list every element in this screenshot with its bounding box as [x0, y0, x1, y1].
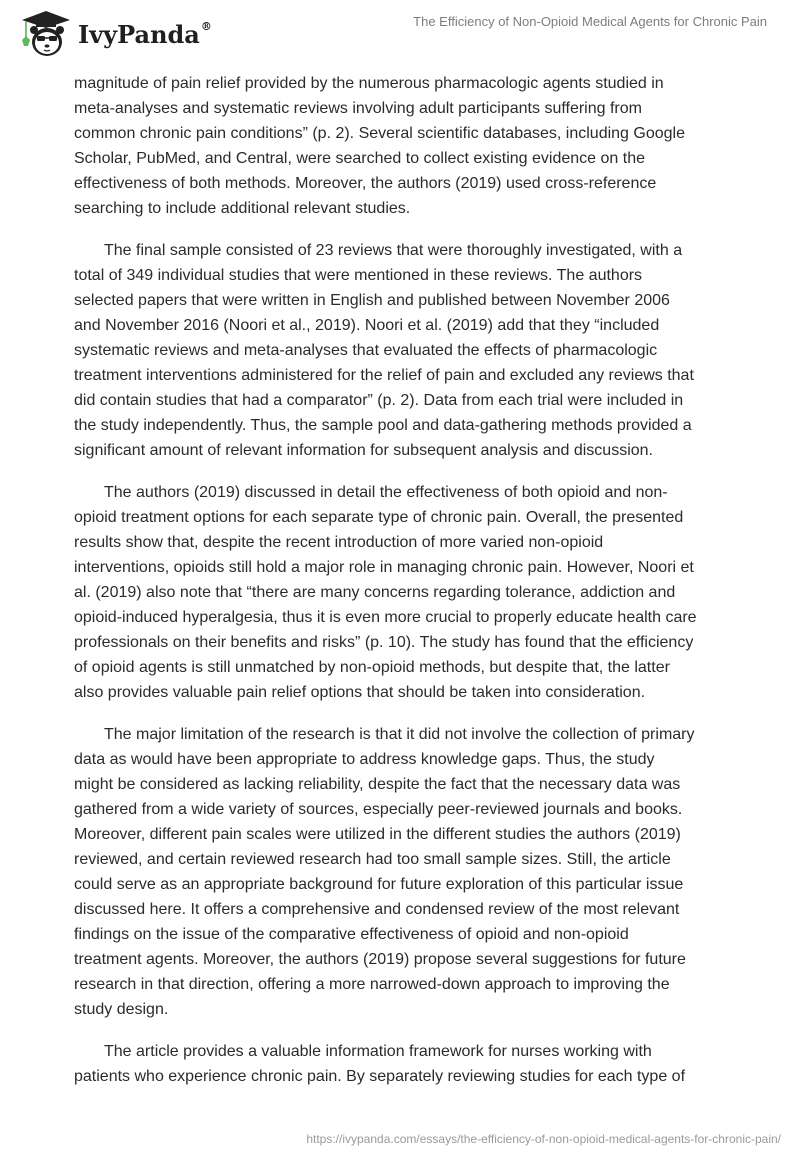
- logo-text: IvyPanda®: [78, 19, 212, 49]
- registered-mark: ®: [200, 19, 212, 33]
- text-line: discussed here. It offers a comprehensive and condensed review of the most relevant: [74, 901, 680, 918]
- essay-body: [74, 71, 734, 1106]
- text-line: significant amount of relevant information for subsequent analysis and discussion.: [74, 442, 653, 459]
- text-line: might be considered as lacking reliability, despite the fact that the necessary data was: [74, 776, 681, 793]
- text-line: total of 349 individual studies that were mentioned in these reviews. The authors: [74, 267, 643, 284]
- text-line: opioid treatment options for each separate type of chronic pain. Overall, the presented: [74, 509, 684, 526]
- paragraph: [74, 722, 734, 1022]
- text-line: treatment agents. Moreover, the authors (2019) propose several suggestions for future: [74, 951, 686, 968]
- text-line: research in that direction, offering a more narrowed-down approach to improving the: [74, 976, 670, 993]
- text-line: findings on the issue of the comparative effectiveness of opioid and non-opioid: [74, 926, 629, 943]
- text-line: Moreover, different pain scales were utilized in the different studies the authors (2019): [74, 826, 681, 843]
- text-line: al. (2019) also note that “there are many concerns regarding tolerance, addiction and: [74, 584, 676, 601]
- text-line: professionals on their benefits and risks” (p. 10). The study has found that the efficiency: [74, 634, 694, 651]
- text-line: of opioid agents is still unmatched by non-opioid methods, but despite that, the latter: [74, 659, 670, 676]
- text-line: magnitude of pain relief provided by the numerous pharmacologic agents studied in: [74, 75, 664, 92]
- text-line: reviewed, and certain reviewed research had too small sample sizes. Still, the article: [74, 851, 671, 868]
- ivypanda-logo[interactable]: [18, 8, 212, 58]
- text-line: selected papers that were written in English and published between November 2006: [74, 292, 670, 309]
- text-line: common chronic pain conditions” (p. 2). Several scientific databases, including Google: [74, 125, 685, 142]
- source-url-link[interactable]: https://ivypanda.com/essays/the-efficiency-of-non-opioid-medical-agents-for-chronic-pain/: [306, 1132, 781, 1146]
- text-line: Scholar, PubMed, and Central, were searched to collect existing evidence on the: [74, 150, 645, 167]
- text-line: data as would have been appropriate to address knowledge gaps. Thus, the study: [74, 751, 655, 768]
- text-line: and November 2016 (Noori et al., 2019). Noori et al. (2019) add that they “included: [74, 317, 660, 334]
- text-line: patients who experience chronic pain. By separately reviewing studies for each type of: [74, 1068, 686, 1085]
- document-title: The Efficiency of Non-Opioid Medical Agents for Chronic Pain: [413, 14, 767, 29]
- paragraph: [74, 1039, 734, 1089]
- page-header: [0, 0, 800, 64]
- paragraph: [74, 238, 734, 463]
- text-line: The major limitation of the research is that it did not involve the collection of primary: [104, 726, 695, 743]
- text-line: The article provides a valuable information framework for nurses working with: [104, 1043, 652, 1060]
- paragraph: [74, 71, 734, 221]
- panda-graduate-icon: [18, 8, 74, 58]
- text-line: study design.: [74, 1001, 169, 1018]
- text-line: meta-analyses and systematic reviews involving adult participants suffering from: [74, 100, 642, 117]
- text-line: searching to include additional relevant studies.: [74, 200, 411, 217]
- text-line: did contain studies that had a comparator” (p. 2). Data from each trial were included in: [74, 392, 684, 409]
- text-line: systematic reviews and meta-analyses that evaluated the effects of pharmacologic: [74, 342, 658, 359]
- text-line: the study independently. Thus, the sample pool and data-gathering methods provided a: [74, 417, 692, 434]
- text-line: The final sample consisted of 23 reviews that were thoroughly investigated, with a: [104, 242, 683, 259]
- paragraph: [74, 480, 734, 705]
- text-line: The authors (2019) discussed in detail the effectiveness of both opioid and non-: [104, 484, 668, 501]
- text-line: gathered from a wide variety of sources, especially peer-reviewed journals and books.: [74, 801, 683, 818]
- text-line: effectiveness of both methods. Moreover, the authors (2019) used cross-reference: [74, 175, 657, 192]
- text-line: opioid-induced hyperalgesia, thus it is even more crucial to properly educate health care: [74, 609, 697, 626]
- text-line: treatment interventions administered for the relief of pain and excluded any reviews that: [74, 367, 694, 384]
- text-line: interventions, opioids still hold a major role in managing chronic pain. However, Noori et: [74, 559, 694, 576]
- text-line: results show that, despite the recent introduction of more varied non-opioid: [74, 534, 604, 551]
- text-line: also provides valuable pain relief options that should be taken into consideration.: [74, 684, 646, 701]
- text-line: could serve as an appropriate background for future exploration of this particular issue: [74, 876, 684, 893]
